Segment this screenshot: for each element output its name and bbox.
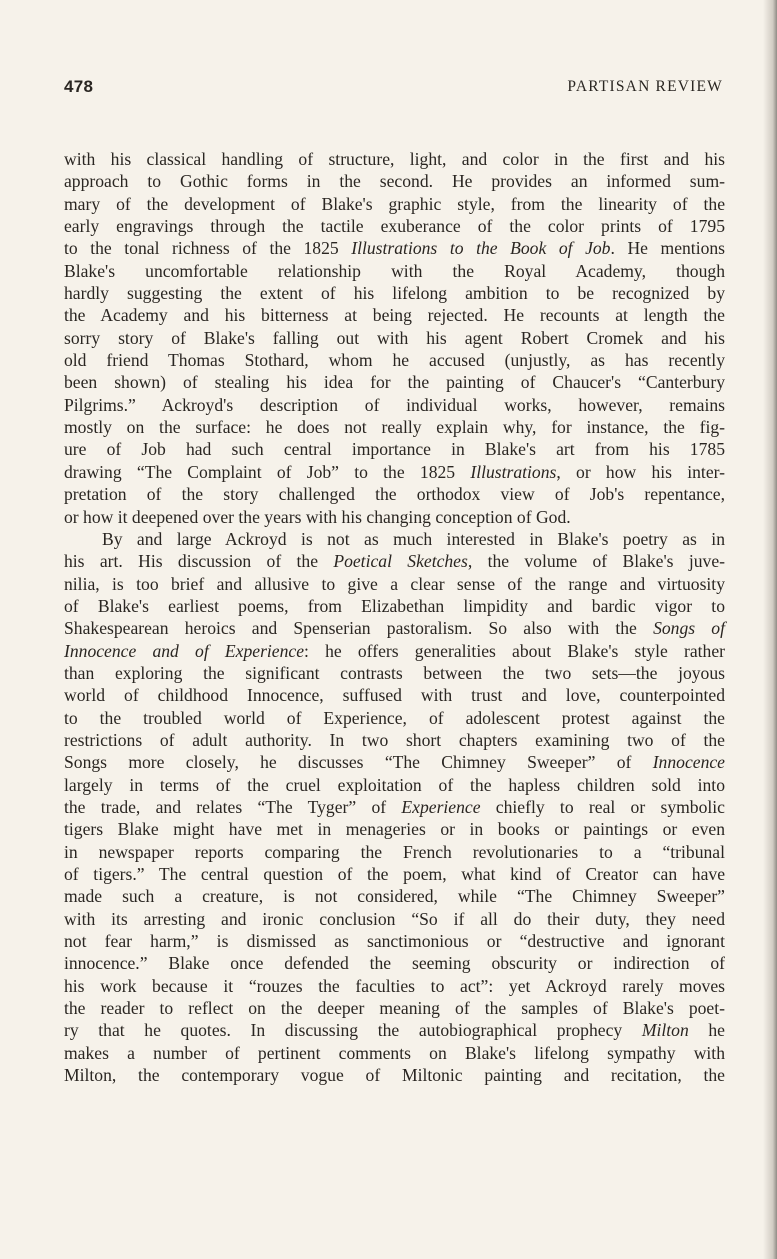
text-line: tigers Blake might have met in menageries or in books or paintings or even: [64, 819, 725, 840]
text-segment: he: [688, 1020, 725, 1041]
text-line: mostly on the surface: he does not really explain why, for instance, the fig-: [64, 417, 725, 438]
text-segment: ry that he quotes. In discussing the autobiographical prophecy: [64, 1020, 642, 1041]
book-title-italic: Experience: [401, 796, 481, 817]
page-number: 478: [64, 77, 94, 96]
text-line: Pilgrims.” Ackroyd's description of individual works, however, remains: [64, 394, 725, 415]
text-line: Milton, the contemporary vogue of Miltonic painting and recitation, the: [64, 1065, 725, 1086]
text-segment: drawing “The Complaint of Job” to the 1825: [64, 461, 471, 482]
text-line: with his classical handling of structure, light, and color in the first and his: [64, 149, 725, 169]
text-line: mary of the development of Blake's graphic style, from the linearity of the: [64, 193, 725, 214]
text-segment: : he offers generalities about Blake's style rather: [304, 640, 725, 661]
text-line: pretation of the story challenged the orthodox view of Job's repentance,: [64, 484, 725, 505]
body-text: [64, 148, 725, 1086]
text-line: world of childhood Innocence, suffused with trust and love, counterpointed: [64, 685, 725, 706]
text-line: sorry story of Blake's falling out with his agent Robert Cromek and his: [64, 327, 725, 348]
text-line: [64, 237, 725, 259]
text-segment: to the tonal richness of the 1825: [64, 238, 352, 259]
text-line: [64, 751, 725, 773]
text-line: made such a creature, is not considered, while “The Chimney Sweeper”: [64, 886, 725, 907]
text-segment: his art. His discussion of the: [64, 551, 334, 572]
text-line: of tigers.” The central question of the poem, what kind of Creator can have: [64, 864, 725, 884]
text-segment: , the volume of Blake's juve-: [467, 551, 725, 572]
text-line: makes a number of pertinent comments on Blake's lifelong sympathy with: [64, 1042, 725, 1063]
text-line: [64, 550, 725, 572]
text-line: [64, 796, 725, 818]
book-title-italic: Illustrations: [470, 461, 557, 482]
running-head: [64, 77, 723, 99]
text-line: been shown) of stealing his idea for the painting of Chaucer's “Canterbury: [64, 372, 725, 393]
text-segment: the trade, and relates “The Tyger” of: [64, 796, 402, 817]
text-line: not fear harm,” is dismissed as sanctimonious or “destructive and ignorant: [64, 931, 725, 952]
text-line: ure of Job had such central importance in Blake's art from his 1785: [64, 439, 725, 460]
text-line: restrictions of adult authority. In two short chapters examining two of the: [64, 729, 725, 750]
text-line: the Academy and his bitterness at being rejected. He recounts at length the: [64, 305, 725, 326]
book-title-italic: Illustrations to the Book of Job: [351, 238, 611, 259]
text-line: By and large Ackroyd is not as much interested in Blake's poetry as in: [102, 528, 725, 549]
text-line: with its arresting and ironic conclusion “So if all do their duty, they need: [64, 908, 725, 929]
journal-title: PARTISAN REVIEW: [567, 78, 723, 95]
book-title-italic: Poetical Sketches: [333, 551, 468, 572]
text-line: or how it deepened over the years with his changing conception of God.: [64, 506, 571, 527]
text-line: the reader to reflect on the deeper meaning of the samples of Blake's poet-: [64, 998, 725, 1019]
text-line: largely in terms of the cruel exploitation of the hapless children sold into: [64, 774, 725, 795]
text-line: [64, 617, 725, 639]
text-line: [64, 461, 725, 483]
text-segment: . He mentions: [610, 238, 726, 259]
book-title-italic: Songs of: [653, 618, 725, 639]
text-line: old friend Thomas Stothard, whom he accused (unjustly, as has recently: [64, 350, 725, 371]
book-title-italic: Milton: [641, 1020, 689, 1041]
book-title-italic: Innocence and of Experience: [64, 640, 305, 661]
text-line: his work because it “rouzes the faculties to act”: yet Ackroyd rarely moves: [64, 975, 725, 996]
text-line: of Blake's earliest poems, from Elizabethan limpidity and bardic vigor to: [64, 595, 725, 616]
text-line: innocence.” Blake once defended the seeming obscurity or indirection of: [64, 953, 725, 974]
book-title-italic: Innocence: [652, 752, 725, 773]
text-line: approach to Gothic forms in the second. He provides an informed sum-: [64, 171, 725, 192]
text-line: to the troubled world of Experience, of adolescent protest against the: [64, 707, 725, 728]
text-line: in newspaper reports comparing the French revolutionaries to a “tribunal: [64, 841, 725, 862]
text-line: [64, 1019, 725, 1041]
text-line: than exploring the significant contrasts between the two sets—the joyous: [64, 662, 725, 683]
text-line: early engravings through the tactile exuberance of the color prints of 1795: [64, 216, 725, 237]
text-segment: Shakespearean heroics and Spenserian pastoralism. So also with the: [64, 618, 654, 639]
text-line: hardly suggesting the extent of his lifelong ambition to be recognized by: [64, 283, 725, 304]
text-segment: Songs more closely, he discusses “The Chimney Sweeper” of: [64, 752, 653, 773]
text-segment: chiefly to real or symbolic: [480, 796, 725, 817]
text-line: Blake's uncomfortable relationship with the Royal Academy, though: [64, 260, 725, 281]
text-line: nilia, is too brief and allusive to give a clear sense of the range and virtuosity: [64, 573, 725, 594]
text-segment: , or how his inter-: [556, 461, 725, 482]
page-edge-shadow: [763, 0, 777, 1259]
text-line: [64, 640, 725, 662]
